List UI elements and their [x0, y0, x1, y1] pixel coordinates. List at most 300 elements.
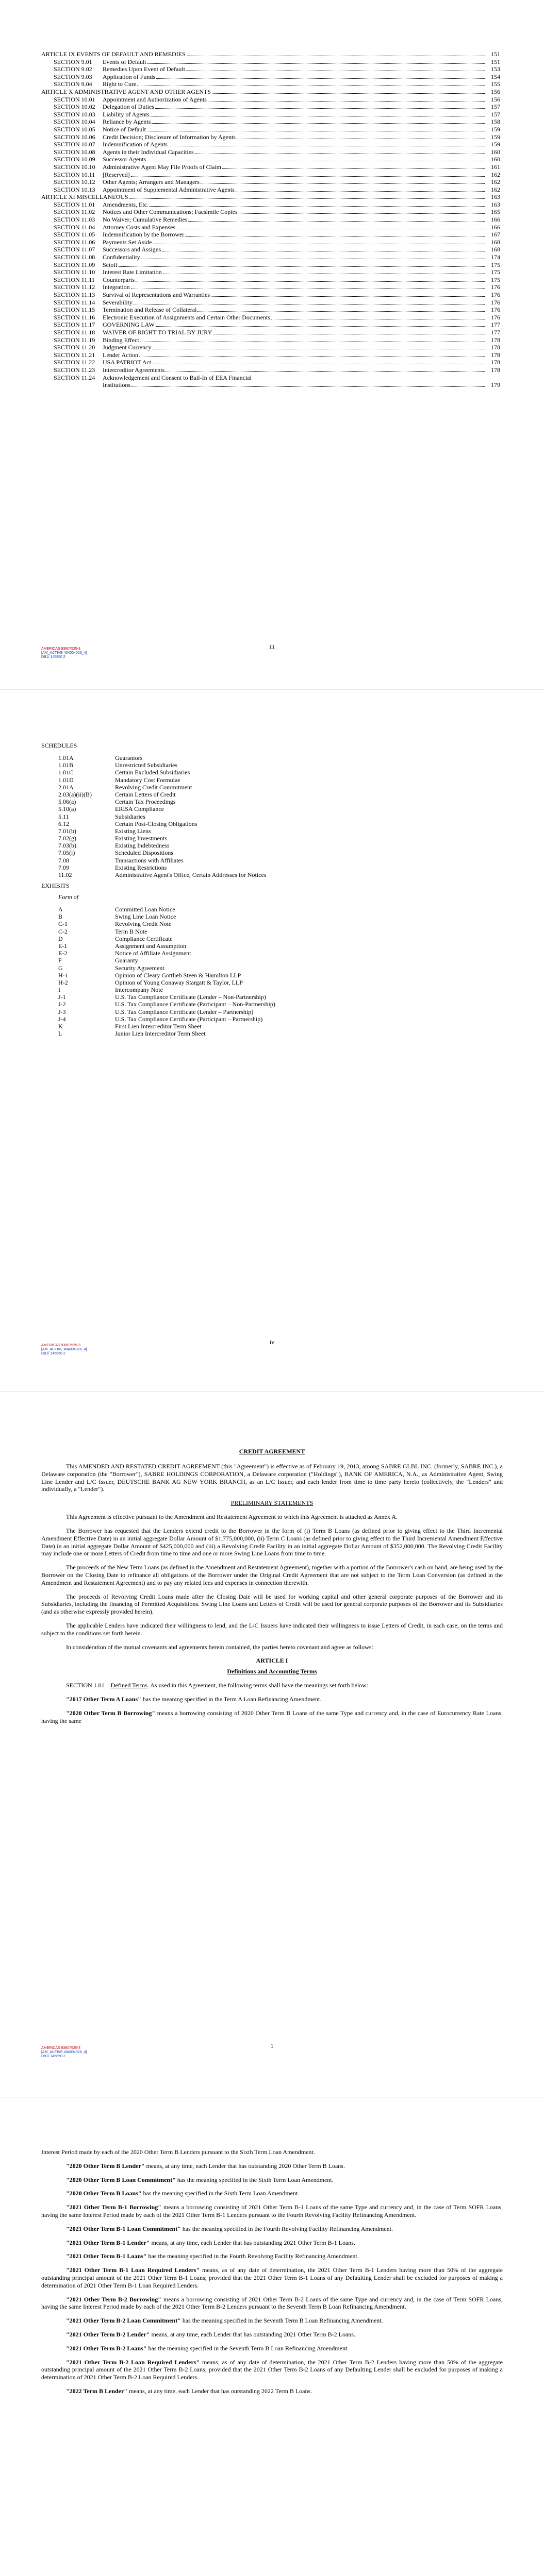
toc-section-title: Appointment of Supplemental Administrative Agents [103, 185, 235, 193]
defined-term: "2020 Other Term B Borrowing" [66, 1709, 156, 1717]
toc-section-row[interactable] [41, 366, 500, 374]
toc-section-number: SECTION 11.08 [54, 253, 95, 261]
exhibit-title: Revolving Credit Note [115, 920, 172, 928]
toc-page-number: 178 [491, 359, 500, 366]
toc-section-number: SECTION 10.10 [54, 163, 95, 171]
exhibit-item[interactable] [58, 942, 275, 950]
toc-section-number: SECTION 11.09 [54, 261, 95, 268]
toc-section-number: SECTION 11.04 [54, 223, 95, 231]
toc-section-title: Credit Decision; Disclosure of Information by Agents [103, 133, 236, 141]
toc-section-row[interactable] [41, 96, 500, 104]
exhibit-title: Compliance Certificate [115, 935, 173, 942]
toc-section-row[interactable] [41, 231, 500, 239]
schedule-title: Certain Excluded Subsidiaries [115, 769, 190, 776]
definition-text: has the meaning specified in the Sixth Term Loan Amendment. [141, 2190, 300, 2197]
exhibit-code: G [58, 964, 63, 972]
defined-term: "2021 Other Term B-1 Lender" [66, 2239, 150, 2246]
exhibit-code: I [58, 986, 60, 994]
toc-section-title: [Reserved] [103, 171, 130, 178]
schedules-heading: SCHEDULES [41, 742, 77, 749]
toc-page-number: 160 [491, 148, 500, 156]
toc-leader [147, 63, 485, 64]
prelim-paragraph-1: This Agreement is effective pursuant to the Amendment and Restatement Agreement to which this Agreement is attached as Annex A. [66, 1513, 398, 1521]
schedule-item[interactable] [58, 761, 267, 769]
toc-section-number: SECTION 10.03 [54, 110, 95, 118]
toc-section-number: SECTION 11.20 [54, 344, 95, 351]
schedule-code: 7.03(b) [58, 842, 76, 850]
toc-section-row[interactable] [41, 306, 500, 314]
exhibit-code: L [58, 1030, 62, 1038]
toc-section-row[interactable] [41, 268, 500, 276]
toc-section-number: SECTION 11.16 [54, 313, 95, 321]
defined-term: "2021 Other Term B-2 Borrowing" [66, 2295, 161, 2303]
toc-leader [129, 198, 485, 199]
toc-page [0, 0, 544, 685]
exhibit-item[interactable] [58, 935, 275, 942]
agreement-page-1 [0, 1392, 544, 2093]
defined-term: "2022 Term B Lender" [66, 2387, 127, 2395]
exhibit-item[interactable] [58, 1030, 275, 1037]
toc-page-number: 178 [491, 336, 500, 344]
schedule-item[interactable] [58, 784, 267, 791]
schedule-code: 1.01C [58, 769, 74, 776]
schedule-item[interactable] [58, 849, 267, 856]
toc-section-row[interactable] [41, 329, 500, 336]
definition-text: has the meaning specified in the Fourth Revolving Facility Refinancing Amendment. [180, 2225, 393, 2232]
toc-leader [188, 221, 485, 222]
toc-article-title: ARTICLE IX EVENTS OF DEFAULT AND REMEDIES [41, 50, 186, 58]
schedule-item[interactable] [58, 754, 267, 761]
section-text: . As used in this Agreement, the following terms shall have the meanings set forth below: [147, 1682, 369, 1689]
schedule-code: 1.01D [58, 776, 74, 784]
toc-leader [211, 296, 485, 297]
document-stamp [41, 1344, 87, 1356]
schedule-item[interactable] [58, 827, 267, 835]
toc-section-11-24[interactable] [41, 374, 500, 382]
section-number: SECTION 1.01 [66, 1682, 105, 1689]
stamp-line-3: DB1/ 145850 2 [41, 1352, 65, 1355]
exhibit-title: Junior Lien Intercreditor Term Sheet [115, 1030, 206, 1038]
definition-text: means, at any time, each Lender that has outstanding 2020 Other Term B Loans. [144, 2162, 345, 2170]
schedule-title: Subsidiaries [115, 812, 145, 820]
schedules-list [58, 754, 267, 878]
toc-section-title: Successor Agents [103, 156, 146, 163]
schedule-item[interactable] [58, 813, 267, 820]
preliminary-statements-heading: PRELIMINARY STATEMENTS [230, 1499, 314, 1507]
toc-section-title: Indemnification by the Borrower [103, 231, 185, 239]
schedule-title: Guarantors [115, 754, 143, 761]
toc-section-title: Payments Set Aside [103, 238, 152, 246]
toc-section-title: Application of Funds [103, 73, 155, 80]
toc-page-number: 177 [491, 321, 500, 329]
stamp-line-2: [AM_ACTIVE 404004026_4] [41, 1348, 87, 1351]
toc-section-number: SECTION 10.08 [54, 148, 95, 156]
toc-section-title: Lender Action [103, 351, 138, 359]
exhibit-title: Committed Loan Notice [115, 906, 175, 913]
toc-section-row[interactable] [41, 283, 500, 291]
exhibit-title: U.S. Tax Compliance Certificate (Participant – Non-Partnership) [115, 1001, 275, 1008]
toc-section-row[interactable] [41, 186, 500, 194]
toc-section-title: Notice of Default [103, 125, 146, 133]
schedule-item[interactable] [58, 864, 267, 871]
exhibit-code: H-2 [58, 978, 68, 986]
toc-section-row[interactable] [41, 359, 500, 366]
exhibit-item[interactable] [58, 950, 275, 957]
exhibit-code: E-2 [58, 950, 68, 957]
schedule-item[interactable] [58, 820, 267, 827]
toc-section-row[interactable] [41, 65, 500, 73]
table-of-contents [41, 50, 500, 389]
document-stamp [41, 2046, 87, 2059]
form-of-label: Form of [58, 893, 78, 901]
toc-section-row[interactable] [41, 148, 500, 156]
toc-section-title: Survival of Representations and Warranties [103, 291, 210, 298]
toc-section-number: SECTION 11.23 [54, 366, 95, 374]
defined-term: "2021 Other Term B-1 Borrowing" [66, 2204, 161, 2211]
schedule-item[interactable] [58, 769, 267, 776]
toc-section-title: GOVERNING LAW [103, 321, 155, 329]
schedule-item[interactable] [58, 805, 267, 812]
toc-section-number: SECTION 10.05 [54, 125, 95, 133]
toc-page-number: 158 [491, 118, 500, 126]
toc-article-9[interactable] [41, 50, 500, 58]
schedule-code: 5.11 [58, 812, 69, 820]
agreement-title: CREDIT AGREEMENT [239, 1448, 305, 1455]
toc-section-row[interactable] [41, 276, 500, 284]
toc-page-number: 162 [491, 171, 500, 178]
toc-page-number: 153 [491, 65, 500, 73]
exhibit-code: C-1 [58, 920, 68, 928]
agreement-body [41, 1448, 503, 1731]
definition-paragraph [41, 2148, 503, 2156]
toc-section-title: Right to Cure [103, 80, 137, 88]
schedule-code: 6.12 [58, 820, 69, 827]
toc-page-number: 178 [491, 366, 500, 374]
toc-section-number: SECTION 9.04 [54, 80, 92, 88]
toc-page-number: 178 [491, 351, 500, 359]
article-subheading: Definitions and Accounting Terms [227, 1668, 317, 1675]
defined-term: "2020 Other Term B Loans" [66, 2190, 142, 2197]
toc-page-number: 160 [491, 156, 500, 163]
toc-page-number: 168 [491, 238, 500, 246]
toc-leader [236, 191, 485, 192]
definition-text: has the meaning specified in the Seventh Term B Loan Refinancing Amendment. [146, 2344, 349, 2352]
toc-section-title: Confidentiality [103, 253, 140, 261]
toc-section-number: SECTION 11.03 [54, 216, 95, 224]
toc-leader [156, 326, 485, 327]
exhibit-title: U.S. Tax Compliance Certificate (Lender – Non-Partnership) [115, 993, 266, 1001]
schedule-code: 7.08 [58, 856, 69, 864]
exhibit-code: B [58, 913, 63, 921]
toc-section-row[interactable] [41, 336, 500, 344]
exhibit-item[interactable] [58, 1008, 275, 1015]
defined-term: "2020 Other Term B Lender" [66, 2162, 145, 2170]
toc-section-title: Reliance by Agents [103, 118, 151, 126]
schedule-item[interactable] [58, 791, 267, 798]
toc-section-number: SECTION 11.06 [54, 238, 95, 246]
page-number: 1 [270, 2042, 274, 2049]
schedule-item[interactable] [58, 842, 267, 849]
toc-section-row[interactable] [41, 344, 500, 351]
toc-page-number: 177 [491, 328, 500, 336]
toc-section-number: SECTION 11.17 [54, 321, 95, 329]
intro-paragraph: This AMENDED AND RESTATED CREDIT AGREEMENT (this "Agreement") is effective as of February 19, 2013, among SABRE GLBL INC. (formerly, SABRE INC.), a Delaware corporation (the "Borrower"), SABRE HOLDINGS CORPORATION, a Delaware corporation ("Holdings"), BANK OF AMERICA, N.A., as Administrative Agent, Swing Line Lender and L/C Issuer, DEUTSCHE BANK AG NEW YORK BRANCH, as an L/C Issuer, and each lender from time to time party hereto (collectively, the "Lenders" and individually, a "Lender"). [41, 1463, 503, 1493]
toc-section-number: SECTION 11.13 [54, 291, 95, 298]
definition-paragraph [41, 2162, 503, 2170]
definition-paragraph [41, 2387, 503, 2395]
toc-section-title: Administrative Agent May File Proofs of Claim [103, 163, 221, 171]
toc-article-11[interactable] [41, 193, 500, 201]
stamp-line-2: [AM_ACTIVE 404004026_4] [41, 651, 87, 655]
schedule-title: Revolving Credit Commitment [115, 783, 192, 791]
defined-term: "2021 Other Term B-2 Loan Required Lenders" [66, 2358, 200, 2366]
schedule-title: Existing Liens [115, 827, 151, 835]
schedule-item[interactable] [58, 857, 267, 864]
toc-section-number: SECTION 11.05 [54, 231, 95, 239]
schedule-item[interactable] [58, 798, 267, 805]
page-separator [0, 689, 544, 690]
schedule-title: Administrative Agent's Office, Certain Addresses for Notices [115, 871, 267, 878]
definition-text: means a borrowing consisting of 2021 Other Term B-2 Loans of the same Type and currency and, in the case of Term SOFR Loans, having the same Interest Period made by each of the 2021 Other Term B-2 Lenders pursuant to the Seventh Term B Loan Refinancing Amendment. [41, 2295, 503, 2311]
toc-page-number: 157 [491, 103, 500, 111]
schedule-title: Certain Letters of Credit [115, 790, 176, 798]
toc-section-row[interactable] [41, 216, 500, 224]
toc-section-number: SECTION 11.22 [54, 359, 95, 366]
toc-section-row[interactable] [41, 261, 500, 269]
definition-text: means, at any time, each Lender that has outstanding 2021 Other Term B-1 Loans. [150, 2239, 355, 2246]
toc-section-row[interactable] [41, 253, 500, 261]
schedule-title: Certain Tax Proceedings [115, 798, 176, 806]
toc-section-number: SECTION 10.01 [54, 95, 95, 103]
toc-leader [222, 168, 485, 169]
toc-section-row[interactable] [41, 208, 500, 216]
toc-section-row[interactable] [41, 111, 500, 118]
toc-page-number: 178 [491, 344, 500, 351]
exhibit-title: Opinion of Young Conaway Stargatt & Taylor, LLP [115, 978, 243, 986]
exhibit-code: A [58, 906, 63, 913]
stamp-line-3: DB1/ 145850 2 [41, 655, 65, 659]
toc-leader [119, 266, 485, 267]
exhibit-title: U.S. Tax Compliance Certificate (Participant – Partnership) [115, 1015, 263, 1023]
toc-section-row[interactable] [41, 171, 500, 179]
schedule-title: Certain Post-Closing Obligations [115, 820, 197, 827]
exhibit-code: H-1 [58, 971, 68, 979]
defined-term: "2017 Other Term A Loans" [66, 1696, 141, 1703]
toc-section-title: Judgment Currency [103, 344, 152, 351]
toc-section-number: SECTION 11.10 [54, 268, 95, 276]
exhibit-title: Notice of Affiliate Assignment [115, 950, 191, 957]
definition-text: means, as of any date of determination, the 2021 Other Term B-1 Lenders having more than 50% of the aggregate outstanding principal amount of the 2021 Other Term B-1 Loans; provided that the 2021 Other Term B-1 Loans of any Defaulting Lender shall be excluded for purposes of making a determination of 2021 Other Term B-1 Loan Required Lenders. [41, 2266, 503, 2289]
definition-paragraph [41, 1696, 503, 1703]
toc-page-number: 176 [491, 283, 500, 291]
stamp-line-3: DB1/ 145850 2 [41, 2055, 65, 2058]
definition-text: means, at any time, each Lender that has outstanding 2021 Other Term B-2 Loans. [150, 2330, 355, 2338]
toc-section-number: SECTION 11.19 [54, 336, 95, 344]
exhibit-item[interactable] [58, 993, 275, 1001]
toc-section-title: Acknowledgement and Consent to Bail-In of EEA Financial [103, 374, 252, 381]
definition-text: means a borrowing consisting of 2021 Other Term B-1 Loans of the same Type and currency and, in the case of Term SOFR Loans, having the same Interest Period made by each of the 2021 Other Term B-1 Lenders pursuant to the Fourth Revolving Facility Refinancing Amendment. [41, 2204, 503, 2218]
toc-leader [136, 281, 485, 282]
toc-section-row[interactable] [41, 118, 500, 126]
document-stamp [41, 647, 87, 659]
toc-leader [131, 386, 485, 387]
definition-paragraph [41, 2266, 503, 2289]
schedule-item[interactable] [58, 871, 267, 878]
toc-page-number: 174 [491, 253, 500, 261]
toc-page-number: 176 [491, 313, 500, 321]
toc-section-title-cont: Institutions [103, 381, 131, 389]
exhibit-title: Security Agreement [115, 964, 164, 972]
toc-section-row[interactable] [41, 201, 500, 209]
toc-section-row[interactable] [41, 58, 500, 66]
defined-term: "2021 Other Term B-1 Loan Commitment" [66, 2225, 181, 2232]
toc-section-title: Amendments, Etc. [103, 200, 149, 208]
stamp-line-1: AMERICAS 93807525-3 [41, 2046, 80, 2050]
toc-section-row[interactable] [41, 126, 500, 133]
toc-section-row[interactable] [41, 80, 500, 88]
schedule-item[interactable] [58, 776, 267, 784]
prelim-paragraph-2: The Borrower has requested that the Lenders extend credit to the Borrower in the form of (i) Term B Loans (as defined prior to giving effect to the Third Incremental Amendment Effective Date) in an initial aggregate Dollar Amount of $1,775,000,000, (ii) Term C Loans (as defined prior to giving effect to the Third Incremental Amendment Effective Date) in an initial aggregate Dollar Amount of $425,000,000 and (iii) a Revolving Credit Facility in an initial aggregate Dollar Amount of $352,000,000. The Revolving Credit Facility may include one or more Letters of Credit from time to time and one or more Swing Line Loans from time to time. [41, 1527, 503, 1557]
exhibit-item[interactable] [58, 986, 275, 993]
prelim-paragraph-5: The applicable Lenders have indicated their willingness to lend, and the L/C Issuers have indicated their willingness to issue Letters of Credit, in each case, on the terms and subject to the conditions set forth herein. [41, 1621, 503, 1637]
toc-page-number: 179 [491, 381, 500, 389]
toc-leader [212, 93, 485, 94]
exhibit-item[interactable] [58, 957, 275, 964]
toc-page-number: 176 [491, 291, 500, 298]
exhibit-code: C-2 [58, 927, 68, 935]
schedule-code: 7.09 [58, 863, 69, 871]
toc-article-10[interactable] [41, 88, 500, 96]
schedule-code: 5.06(a) [58, 798, 76, 806]
toc-section-11-24-cont[interactable] [41, 381, 500, 389]
toc-section-row[interactable] [41, 299, 500, 307]
defined-term: "2021 Other Term B-2 Lender" [66, 2330, 150, 2338]
toc-section-title: Intercreditor Agreements [103, 366, 165, 374]
toc-section-row[interactable] [41, 178, 500, 186]
toc-leader [152, 123, 485, 124]
definition-text: has the meaning specified in the Fourth Revolving Facility Refinancing Amendment. [146, 2252, 359, 2260]
toc-section-number: SECTION 11.07 [54, 246, 95, 253]
toc-section-title: Delegation of Duties [103, 103, 154, 111]
stamp-line-1: AMERICAS 93807525-3 [41, 1344, 80, 1347]
exhibits-heading: EXHIBITS [41, 882, 70, 889]
toc-section-title: Electronic Execution of Assignments and Certain Other Documents [103, 313, 270, 321]
toc-section-title: Other Agents; Arrangers and Managers [103, 178, 200, 186]
definition-text: means a borrowing consisting of 2020 Other Term B Loans of the same Type and currency and, in the case of Eurocurrency Rate Loans, having the same [41, 1709, 503, 1724]
toc-section-row[interactable] [41, 314, 500, 321]
toc-leader [131, 176, 485, 177]
toc-page-number: 175 [491, 261, 500, 268]
section-1-01-paragraph [41, 1682, 503, 1689]
schedule-title: Existing Restrictions [115, 863, 167, 871]
toc-page-number: 175 [491, 276, 500, 283]
toc-leader [166, 371, 485, 372]
toc-page-number: 159 [491, 125, 500, 133]
toc-page-number: 167 [491, 231, 500, 239]
schedule-title: Scheduled Dispositions [115, 849, 173, 857]
toc-section-number: SECTION 10.07 [54, 141, 95, 148]
toc-page-number: 176 [491, 306, 500, 314]
toc-section-row[interactable] [41, 239, 500, 246]
toc-page-number: 151 [491, 50, 500, 58]
exhibit-item[interactable] [58, 1015, 275, 1023]
toc-leader [201, 183, 485, 184]
page-number: iii [269, 643, 275, 650]
exhibit-item[interactable] [58, 1023, 275, 1030]
exhibit-item[interactable] [58, 920, 275, 927]
exhibit-title: Guaranty [115, 957, 138, 964]
toc-section-title: Integration [103, 283, 130, 291]
toc-page-number: 161 [491, 163, 500, 171]
schedule-code: 2.01A [58, 783, 74, 791]
toc-section-number: SECTION 10.09 [54, 156, 95, 163]
toc-section-title: WAIVER OF RIGHT TO TRIAL BY JURY [103, 328, 212, 336]
schedule-item[interactable] [58, 835, 267, 842]
toc-section-row[interactable] [41, 156, 500, 163]
definition-paragraph [41, 2252, 503, 2260]
toc-section-row[interactable] [41, 163, 500, 171]
toc-section-number: SECTION 10.12 [54, 178, 95, 186]
toc-section-title: Successors and Assigns [103, 246, 161, 253]
exhibit-item[interactable] [58, 1001, 275, 1008]
toc-section-row[interactable] [41, 351, 500, 359]
toc-section-title: Agents in their Individual Capacities [103, 148, 194, 156]
toc-section-row[interactable] [41, 103, 500, 111]
definition-text: has the meaning specified in the Term A Loan Refinancing Amendment. [141, 1696, 322, 1703]
toc-section-title: Liability of Agents [103, 110, 150, 118]
toc-page-number: 151 [491, 58, 500, 65]
toc-section-row[interactable] [41, 133, 500, 141]
exhibit-item[interactable] [58, 979, 275, 986]
exhibit-item[interactable] [58, 964, 275, 972]
exhibit-item[interactable] [58, 972, 275, 979]
schedule-code: 2.03(a)(ii)(B) [58, 790, 92, 798]
toc-section-row[interactable] [41, 246, 500, 253]
defined-term: "2021 Other Term B-2 Loans" [66, 2344, 147, 2352]
toc-page-number: 156 [491, 88, 500, 95]
toc-section-number: SECTION 11.12 [54, 283, 95, 291]
exhibit-title: Opinion of Cleary Gottlieb Steen & Hamilton LLP [115, 971, 241, 979]
toc-page-number: 159 [491, 141, 500, 148]
toc-leader [197, 311, 485, 312]
toc-section-title: Appointment and Authorization of Agents [103, 95, 207, 103]
toc-page-number: 159 [491, 133, 500, 141]
toc-section-number: SECTION 11.11 [54, 276, 95, 283]
toc-page-number: 176 [491, 298, 500, 306]
toc-section-row[interactable] [41, 141, 500, 148]
toc-section-title: Notices and Other Communications; Facsimile Copies [103, 208, 238, 216]
toc-section-row[interactable] [41, 224, 500, 231]
schedule-code: 1.01A [58, 754, 74, 761]
toc-page-number: 156 [491, 95, 500, 103]
schedule-code: 7.02(g) [58, 835, 76, 842]
toc-leader [239, 213, 485, 214]
stamp-line-1: AMERICAS 93807525-3 [41, 647, 80, 651]
toc-page-number: 155 [491, 80, 500, 88]
toc-section-row[interactable] [41, 73, 500, 81]
toc-section-row[interactable] [41, 321, 500, 329]
schedule-code: 7.05(l) [58, 849, 75, 857]
exhibit-item[interactable] [58, 913, 275, 920]
exhibit-item[interactable] [58, 906, 275, 913]
toc-section-row[interactable] [41, 291, 500, 299]
schedule-title: Transactions with Affiliates [115, 856, 184, 864]
schedule-title: Existing Indebtedness [115, 842, 170, 850]
toc-section-title: Remedies Upon Event of Default [103, 65, 185, 73]
exhibit-item[interactable] [58, 928, 275, 935]
schedule-code: 1.01B [58, 761, 74, 769]
definition-paragraph [41, 2317, 503, 2325]
